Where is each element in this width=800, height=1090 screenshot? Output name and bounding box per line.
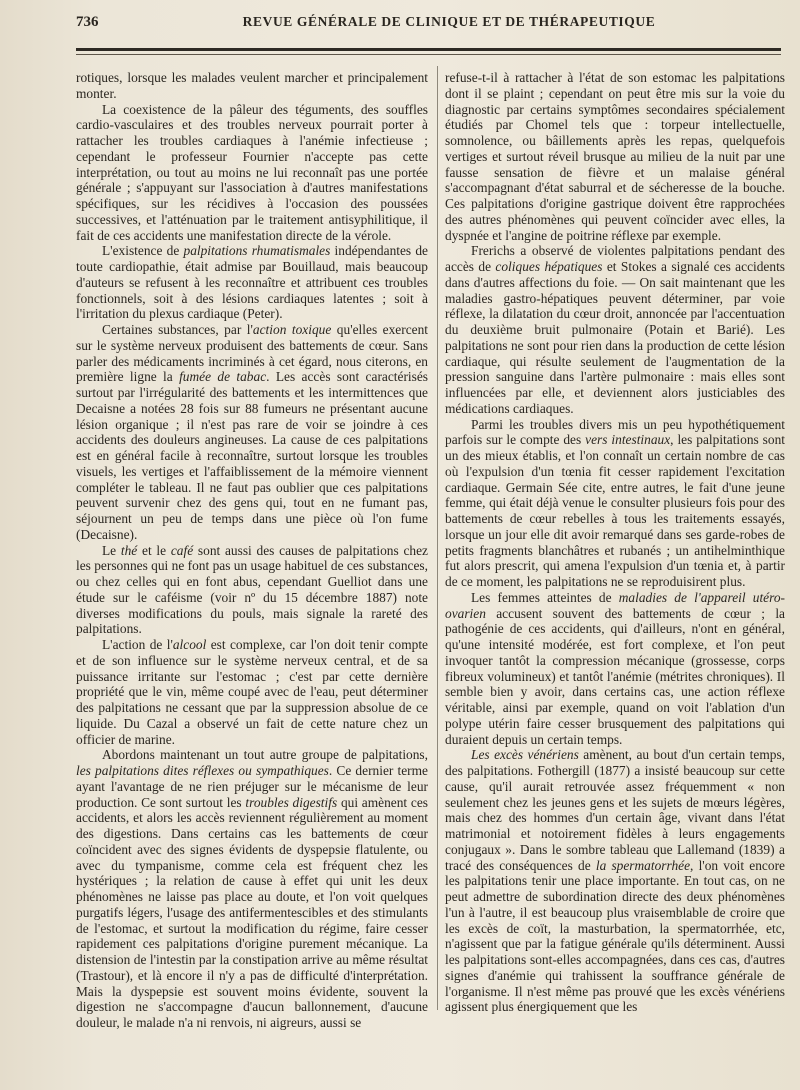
running-head — [76, 14, 766, 36]
header-rule-thin — [76, 54, 781, 55]
paragraph: La coexistence de la pâleur des téguments, des souffles cardio-vasculaires et des troubles nerveux pourrait porter à rattacher les troubles cardiaques à l'anémie infectieuse ; cependant le professeur Fournier n'accepte pas cette interprétation, ou tout au moins ne lui reconnaît pas une portée générale ; s'appuyant sur l'association à d'autres manifestations spécifiques, sur les récidives à l'occasion des poussées successives, et l'atténuation par le traitement antisyphilitique, il fait de ces accidents une manifestation directe de la vérole. — [76, 101, 428, 243]
left-column — [76, 70, 428, 1080]
page-number: 736 — [76, 14, 99, 30]
column-divider — [437, 66, 438, 1010]
paragraph: Les excès vénériens amènent, au bout d'un certain temps, des palpitations. Fothergill (1877) a insisté beaucoup sur cette cause, qu'il aurait retrouvée assez fréquemment « non seulement chez les jeunes gens et les sujets de mœurs légères, mais chez des hommes d'un certain âge, vivant dans l'état matrimonial et notoirement fidèles à leurs engagements conjugaux ». Dans le sombre tableau que Lallemand (1839) a tracé des conséquences de la spermatorrhée, l'on voit encore les palpitations tenir une place importante. En tout cas, on ne peut admettre de subordination directe des deux phénomènes l'un à l'autre, il est beaucoup plus vraisemblable de croire que les excès de coït, la masturbation, la spermatorrhée, etc, n'agissent que par la fatigue générale qu'ils déterminent. Aussi les palpitations sont-elles accompagnées, dans ces cas, d'autres signes d'anémie qui trahissent la souffrance générale de l'organisme. Il n'est même pas prouvé que les excès vénériens agissent plus énergiquement que les — [445, 747, 785, 1015]
right-column — [445, 70, 785, 1080]
paragraph: refuse-t-il à rattacher à l'état de son estomac les palpitations dont il se plaint ; cependant on peut être mis sur la voie du diagnostic par certains symptômes secondaires spécialement étudiés par Chomel tels que : torpeur intellectuelle, somnolence, ou bâillements après les repas, quelquefois vertiges et surtout réveil brusque au milieu de la nuit par une fausse sensation de fièvre et un malaise général s'accompagnant d'état saburral et de sécheresse de la bouche. Ces palpitations d'origine gastrique doivent être rapprochées des autres phénomènes qui peuvent coïncider avec elles, la dyspnée et l'angine de poitrine réflexe par exemple. — [445, 70, 785, 243]
paragraph: Parmi les troubles divers mis un peu hypothétiquement parfois sur le compte des vers intestinaux, les palpitations sont un des mieux établis, et l'on connaît un certain nombre de cas où l'expulsion d'un tœnia fit cesser rapidement l'excitation cardiaque. Germain Sée cite, entre autres, le fait d'une jeune femme, qui était déjà venue le consulter plusieurs fois pour des battements de cœur rebelles à tous les traitements essayés, lorsque un jour elle dit avoir remarqué dans ses garde-robes de petits fragments blanchâtres et rubanés ; un antihelminthique fut alors prescrit, qui amena l'expulsion d'un tœnia et, à partir de ce moment, les palpitations ne se reproduisirent plus. — [445, 416, 785, 589]
running-title: REVUE GÉNÉRALE DE CLINIQUE ET DE THÉRAPEUTIQUE — [242, 14, 656, 29]
paragraph: L'action de l'alcool est complexe, car l'on doit tenir compte et de son influence sur le système nerveux central, et de sa puissance irritante sur l'estomac ; c'est par cette dernière propriété que le vin, même coupé avec de l'eau, peut déterminer des palpitations ne cessant que par la suppression absolue de ce liquide. Du Cazal a observé un fait de cette nature chez un officier de marine. — [76, 637, 428, 747]
paragraph: Certaines substances, par l'action toxique qu'elles exercent sur le système nerveux produisent des battements de cœur. Sans parler des médicaments incriminés à cet égard, nous citerons, en première ligne la fumée de tabac. Les accès sont caractérisés surtout par l'irrégularité des battements et les intermittences que Decaisne a notées 28 fois sur 88 fumeurs ne présentant aucune lésion organique ; il n'est pas rare de voir se joindre à ces accidents des douleurs angineuses. La cause de ces palpitations est en général facile à reconnaître, surtout lorsque les troubles visuels, les vertiges et l'affaiblissement de la mémoire viennent compléter le tableau. Il ne faut pas oublier que ces palpitations peuvent survenir chez des gens qui, tout en ne fumant pas, séjournent un peu de temps dans une pièce où l'on fume (Decaisne). — [76, 322, 428, 542]
paragraph: Abordons maintenant un tout autre groupe de palpitations, les palpitations dites réflexes ou sympathiques. Ce dernier terme ayant l'avantage de ne rien préjuger sur le mécanisme de leur production. Ce sont surtout les troubles digestifs qui amènent ces accidents, et alors les accès reviennent régulièrement au moment des digestions. Dans certains cas les battements de cœur coïncident avec des signes évidents de dyspepsie flatulente, ou avec du tympanisme, comme cela est fréquent chez les hystériques ; la relation de cause à effet qui unit les deux phénomènes ne laisse pas place au doute, et l'on voit quelques purgatifs légers, l'usage des antifermentescibles et des stimulants de l'estomac, et surtout la modification du régime, faire cesser rapidement ces palpitations d'origine purement mécanique. La distension de l'intestin par la constipation arrive au même résultat (Trastour), et là encore il n'y a pas de difficulté d'interprétation. Mais la dyspepsie est souvent moins évidente, souvent la digestion ne s'accompagne d'aucun ballonnement, d'aucune douleur, le malade n'a ni renvois, ni aigreurs, aussi se — [76, 747, 428, 1030]
paragraph: rotiques, lorsque les malades veulent marcher et principalement monter. — [76, 70, 428, 101]
paragraph: L'existence de palpitations rhumatismales indépendantes de toute cardiopathie, était admise par Bouillaud, mais beaucoup d'auteurs se refusent à les reconnaître et attribuent ces troubles fonctionnels, soit à des lésions cardiaques latentes ; soit à l'irritation du plexus cardiaque (Peter). — [76, 243, 428, 322]
paragraph: Frerichs a observé de violentes palpitations pendant des accès de coliques hépatiques et Stokes a signalé ces accidents dans d'autres affections du foie. — On sait maintenant que les maladies gastro-hépatiques peuvent déterminer, par voie réflexe, la dilatation du cœur droit, annoncée par l'accentuation du deuxième bruit pulmonaire (Potain et Barié). Les palpitations ne sont pour rien dans la production de cette lésion cardiaque, qui résulte seulement de l'augmentation de la pression sanguine dans l'artère pulmonaire : mais elles sont influencées par elle, et deviennent alors justiciables des médications cardiaques. — [445, 243, 785, 416]
header-rule — [76, 48, 781, 51]
paragraph: Les femmes atteintes de maladies de l'appareil utéro-ovarien accusent souvent des battements de cœur ; la pathogénie de ces accidents, qui d'ailleurs, n'ont en général, qu'une intensité modérée, est fort complexe, et l'on peut invoquer tantôt la compression mécanique (grossesse, corps fibreux volumineux) et tantôt l'anémie (métrites chroniques). Il semble bien y avoir, dans certains cas, une action réflexe véritable, ainsi par exemple, quand on voit l'ablation d'un polype utérin faire cesser brusquement des palpitations qui duraient depuis un certain temps. — [445, 589, 785, 747]
paragraph: Le thé et le café sont aussi des causes de palpitations chez les personnes qui ne font pas un usage habituel de ces substances, ou chez celles qui en font abus, cependant Guelliot dans une étude sur le caféisme (voir nº du 15 décembre 1887) note diverses modifications du pouls, mais signale la rareté des palpitations. — [76, 542, 428, 637]
